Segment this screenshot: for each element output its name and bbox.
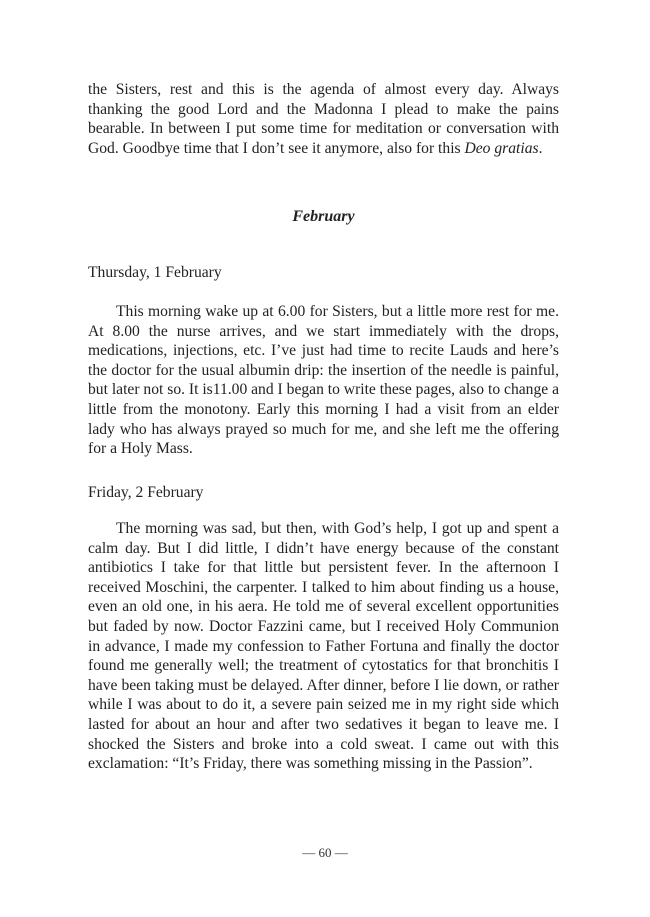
entry-paragraph-2: The morning was sad, but then, with God’s help, I got up and spent a calm day. But I did little, I didn’t have energy because of the constant antibiotics I take for that little but persistent fever. In the afternoon I received Moschini, the carpenter. I talked to him about finding us a house, even an old one, in his aera. He told me of several excellent opportunities but faded by now. Doctor Fazzini came, but I received Holy Communion in advance, I made my confession to Father Fortuna and finally the doctor found me generally well; the treatment of cytostatics for that bronchitis I have been taking must be delayed. After dinner, before I lie down, or rather while I was about to do it, a severe pain seized me in my right side which lasted for about an hour and after two sedatives it began to leave me. I shocked the Sisters and broke into a cold sweat. I came out with this exclamation: “It’s Friday, there was something missing in the Passion”. — [88, 520, 559, 773]
entry-date-2: Friday, 2 February — [88, 484, 204, 501]
intro-end: . — [538, 139, 543, 157]
intro-italic-phrase: Deo gratias — [464, 139, 539, 157]
section-title: February — [292, 208, 355, 225]
entry-date-1: Thursday, 1 February — [88, 264, 222, 281]
intro-text: the Sisters, rest and this is the agenda of almost every day. Always thanking the good Lord and the Madonna I plead to make the pains bearable. In between I put some time for meditation or conversation with God. Goodbye time that I don’t see it anymore, also for this — [88, 81, 559, 157]
intro-paragraph — [88, 80, 559, 158]
page-number: — 60 — — [302, 845, 348, 860]
entry-paragraph-1: This morning wake up at 6.00 for Sisters, but a little more rest for me. At 8.00 the nurse arrives, and we start immediately with the drops, medications, injections, etc. I’ve just had time to recite Lauds and here’s the doctor for the usual albumin drip: the insertion of the needle is painful, but later not so. It is11.00 and I began to write these pages, also to change a little from the monotony. Early this morning I had a visit from an elder lady who has always prayed so much for me, and she left me the offering for a Holy Mass. — [88, 303, 560, 458]
